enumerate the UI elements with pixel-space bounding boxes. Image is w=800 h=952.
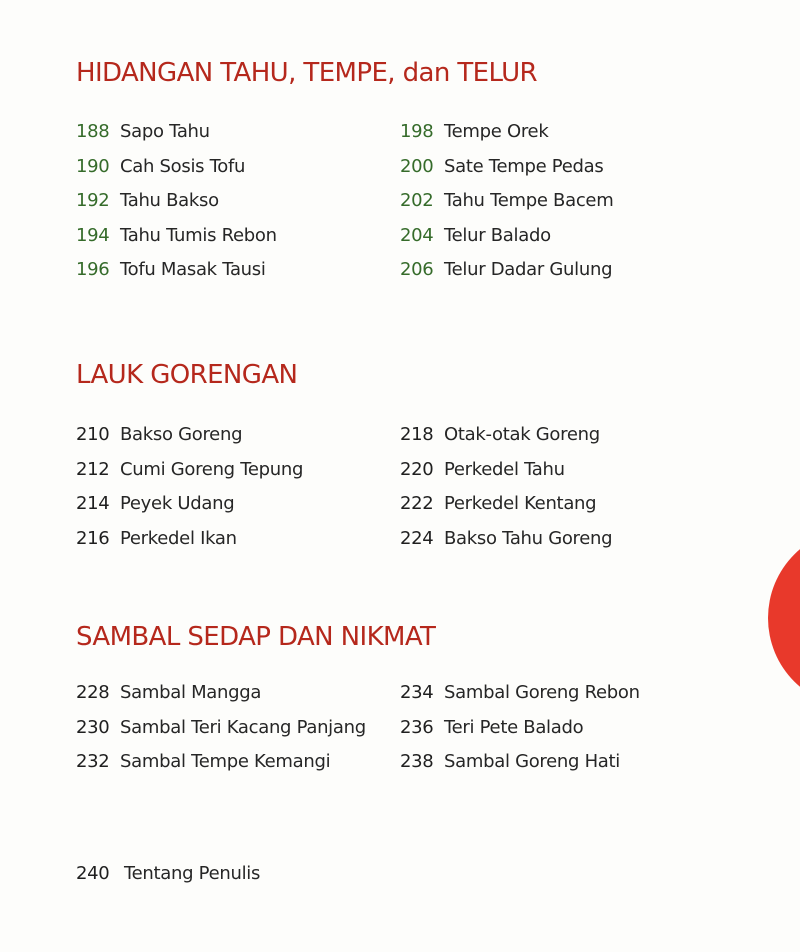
entry-title: Perkedel Tahu bbox=[444, 458, 565, 480]
section-title: LAUK GORENGAN bbox=[76, 360, 298, 390]
page-number: 200 bbox=[400, 155, 434, 177]
toc-entry[interactable] bbox=[400, 716, 640, 751]
page-number: 206 bbox=[400, 259, 434, 280]
page-number: 214 bbox=[76, 493, 110, 514]
page-number: 218 bbox=[400, 424, 434, 445]
toc-entry[interactable] bbox=[76, 155, 277, 190]
page-number: 232 bbox=[76, 751, 110, 772]
toc-entry[interactable] bbox=[76, 189, 277, 224]
entry-title: Perkedel Kentang bbox=[444, 493, 597, 514]
entry-title: Cah Sosis Tofu bbox=[120, 155, 246, 177]
right-column bbox=[400, 120, 613, 293]
toc-entry[interactable] bbox=[76, 527, 303, 562]
toc-entry[interactable] bbox=[76, 258, 277, 293]
toc-entry[interactable] bbox=[400, 681, 640, 716]
page-number: 194 bbox=[76, 224, 110, 246]
page-number: 212 bbox=[76, 458, 110, 480]
page-number: 222 bbox=[400, 493, 434, 514]
toc-entry[interactable] bbox=[400, 458, 612, 493]
toc-entry[interactable] bbox=[400, 527, 612, 562]
toc-entry[interactable] bbox=[400, 189, 613, 224]
toc-entry[interactable] bbox=[76, 681, 366, 716]
entry-title: Sapo Tahu bbox=[120, 121, 210, 142]
entry-title: Tahu Tempe Bacem bbox=[444, 190, 614, 211]
right-column bbox=[400, 423, 612, 561]
toc-entry[interactable] bbox=[400, 423, 612, 458]
page-number: 188 bbox=[76, 121, 110, 142]
entry-title: Sambal Goreng Hati bbox=[444, 751, 620, 772]
toc-entry[interactable] bbox=[76, 458, 303, 493]
left-column bbox=[76, 423, 303, 561]
page-number: 230 bbox=[76, 716, 110, 738]
page-number: 198 bbox=[400, 121, 434, 142]
toc-entry[interactable] bbox=[400, 258, 613, 293]
left-column bbox=[76, 681, 366, 785]
toc-entry-tentang-penulis[interactable] bbox=[76, 862, 260, 897]
entry-title: Tahu Bakso bbox=[120, 190, 219, 211]
entry-title: Perkedel Ikan bbox=[120, 527, 237, 549]
page-number: 234 bbox=[400, 682, 434, 703]
entry-title: Sambal Goreng Rebon bbox=[444, 682, 640, 703]
page-number: 192 bbox=[76, 190, 110, 211]
toc-entry[interactable] bbox=[76, 716, 366, 751]
entry-title: Sate Tempe Pedas bbox=[444, 155, 604, 177]
page-number: 236 bbox=[400, 716, 434, 738]
entry-title: Cumi Goreng Tepung bbox=[120, 458, 304, 480]
toc-entry[interactable] bbox=[76, 750, 366, 785]
entry-title: Telur Balado bbox=[444, 224, 551, 246]
entry-title: Tofu Masak Tausi bbox=[120, 259, 266, 280]
entry-title: Sambal Teri Kacang Panjang bbox=[120, 716, 366, 738]
page-number: 216 bbox=[76, 527, 110, 549]
entry-title: Tempe Orek bbox=[444, 121, 549, 142]
page-number: 238 bbox=[400, 751, 434, 772]
left-column bbox=[76, 120, 277, 293]
entry-title: Sambal Tempe Kemangi bbox=[120, 751, 331, 772]
page-number: 228 bbox=[76, 682, 110, 703]
section-title: HIDANGAN TAHU, TEMPE, dan TELUR bbox=[76, 58, 537, 88]
toc-entry[interactable] bbox=[400, 224, 613, 259]
toc-entry[interactable] bbox=[76, 120, 277, 155]
toc-entry[interactable] bbox=[400, 120, 613, 155]
page-number: 220 bbox=[400, 458, 434, 480]
entry-title: Sambal Mangga bbox=[120, 682, 262, 703]
toc-entry[interactable] bbox=[76, 423, 303, 458]
toc-entry[interactable] bbox=[76, 224, 277, 259]
entry-title: Otak-otak Goreng bbox=[444, 424, 600, 445]
entry-title: Bakso Tahu Goreng bbox=[444, 527, 613, 549]
toc-entry[interactable] bbox=[400, 492, 612, 527]
toc-entry[interactable] bbox=[400, 155, 613, 190]
page-number: 240 bbox=[76, 863, 110, 884]
right-column bbox=[400, 681, 640, 785]
entry-title: Tentang Penulis bbox=[124, 863, 261, 884]
page-number: 190 bbox=[76, 155, 110, 177]
entry-title: Peyek Udang bbox=[120, 493, 235, 514]
decorative-red-circle bbox=[768, 528, 800, 708]
section-title: SAMBAL SEDAP DAN NIKMAT bbox=[76, 622, 436, 652]
entry-title: Bakso Goreng bbox=[120, 424, 243, 445]
page-number: 210 bbox=[76, 424, 110, 445]
toc-entry[interactable] bbox=[400, 750, 640, 785]
page-number: 196 bbox=[76, 259, 110, 280]
page-number: 204 bbox=[400, 224, 434, 246]
entry-title: Teri Pete Balado bbox=[444, 716, 584, 738]
toc-entry[interactable] bbox=[76, 492, 303, 527]
entry-title: Telur Dadar Gulung bbox=[444, 259, 613, 280]
entry-title: Tahu Tumis Rebon bbox=[120, 224, 277, 246]
page-number: 202 bbox=[400, 190, 434, 211]
page-number: 224 bbox=[400, 527, 434, 549]
